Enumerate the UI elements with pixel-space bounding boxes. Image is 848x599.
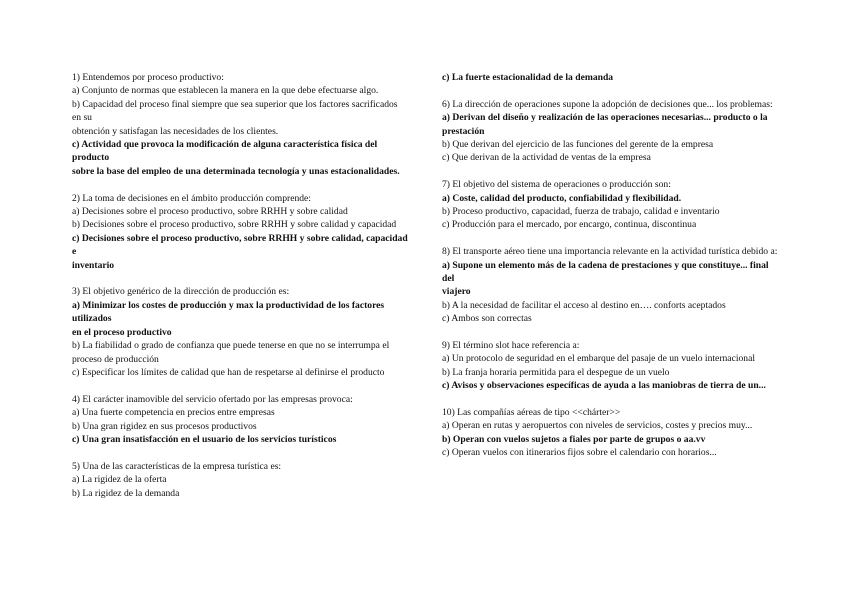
text-line: b) La rigidez de la demanda	[72, 487, 180, 499]
answer-correct-line: a) Derivan del diseño y realización de las operaciones necesarias... producto o la prestación	[442, 112, 768, 137]
question-block	[72, 71, 408, 178]
text-line: a) Un protocolo de seguridad en el embarque del pasaje de un vuelo internacional	[442, 353, 756, 365]
question-block	[442, 71, 778, 84]
answer-correct-line: inventario	[72, 259, 115, 271]
text-line: 10) Las compañías aéreas de tipo <<chárter>>	[442, 407, 621, 419]
question-block	[72, 285, 408, 379]
answer-correct-line: c) La fuerte estacionalidad de la demanda	[442, 72, 614, 83]
text-line: 1) Entendemos por proceso productivo:	[72, 72, 224, 83]
text-line: a) Una fuerte competencia en precios entre empresas	[72, 407, 275, 419]
text-line: 4) El carácter inamovible del servicio ofertado por las empresas provoca:	[72, 393, 353, 405]
answer-correct-line: a) Coste, calidad del producto, confiabilidad y flexibilidad.	[442, 192, 682, 204]
text-line: 3) El objetivo genérico de la dirección de producción es:	[72, 286, 290, 298]
question-block	[442, 406, 778, 460]
right-column	[442, 71, 778, 473]
text-line: 7) El objetivo del sistema de operaciones o producción son:	[442, 179, 671, 191]
answer-correct-line: sobre la base del empleo de una determinada tecnología y unas estacionalidades.	[72, 165, 400, 177]
answer-correct-line: a) Supone un elemento más de la cadena de prestaciones y que constituye... final del	[442, 259, 769, 285]
text-line: a) Decisiones sobre el proceso productivo, sobre RRHH y sobre calidad	[72, 206, 348, 218]
text-line: c) Ambos son correctas	[442, 313, 532, 325]
question-block	[442, 98, 778, 165]
answer-correct-line: viajero	[442, 286, 471, 298]
left-column	[72, 71, 408, 513]
text-line: b) Una gran rigidez en sus procesos productivos	[72, 420, 257, 432]
text-line: c) Operan vuelos con itinerarios fijos sobre el calendario con horarios...	[442, 447, 717, 459]
answer-correct-line: c) Una gran insatisfacción en el usuario de los servicios turísticos	[72, 433, 337, 445]
text-line: obtención y satisfagan las necesidades de los clientes.	[72, 125, 279, 137]
question-block	[442, 339, 778, 393]
text-line: b) A la necesidad de facilitar el acceso al destino en…. conforts aceptados	[442, 299, 726, 311]
question-block	[442, 178, 778, 232]
text-line: 6) La dirección de operaciones supone la adopción de decisiones que... los problemas:	[442, 98, 773, 110]
answer-correct-line: en el proceso productivo	[72, 326, 172, 338]
text-line: c) Producción para el mercado, por encargo, continua, discontinua	[442, 219, 697, 231]
text-line: b) Decisiones sobre el proceso productivo, sobre RRHH y sobre calidad y capacidad	[72, 219, 397, 231]
question-block	[72, 393, 408, 447]
answer-correct-line: a) Minimizar los costes de producción y max la productividad de los factores utilizados	[72, 299, 385, 325]
text-line: a) Operan en rutas y aeropuertos con niveles de servicios, costes y precios muy...	[442, 420, 753, 432]
text-line: 8) El transporte aéreo tiene una importancia relevante en la actividad turística debido a:	[442, 246, 778, 258]
text-line: 2) La toma de decisiones en el ámbito producción comprende:	[72, 192, 311, 204]
text-line: b) La fiabilidad o grado de confianza que puede tenerse en que no se interrumpa el proceso de producción	[72, 340, 390, 365]
text-line: 9) El término slot hace referencia a:	[442, 340, 580, 352]
text-line: b) Proceso productivo, capacidad, fuerza de trabajo, calidad e inventario	[442, 206, 720, 218]
answer-correct-line: c) Decisiones sobre el proceso productivo, sobre RRHH y sobre calidad, capacidad e	[72, 232, 408, 258]
text-line: c) Especificar los límites de calidad que han de respetarse al definirse el producto	[72, 366, 385, 378]
answer-correct-line: c) Avisos y observaciones específicas de ayuda a las maniobras de tierra de un...	[442, 380, 766, 392]
answer-correct-line: b) Operan con vuelos sujetos a fiales por parte de grupos o aa.vv	[442, 433, 706, 445]
answer-correct-line: c) Actividad que provoca la modificación de alguna característica física del producto	[72, 139, 378, 164]
text-line: c) Que derivan de la actividad de ventas de la empresa	[442, 152, 651, 164]
text-line: b) Capacidad del proceso final siempre que sea superior que los factores sacrificados en su	[72, 98, 398, 124]
question-block	[442, 245, 778, 325]
text-line: a) Conjunto de normas que establecen la manera en la que debe efectuarse algo.	[72, 85, 379, 97]
question-block	[72, 460, 408, 500]
text-line: b) Que derivan del ejercicio de las funciones del gerente de la empresa	[442, 139, 714, 151]
question-block	[72, 192, 408, 272]
text-line: a) La rigidez de la oferta	[72, 474, 167, 486]
text-line: b) La franja horaria permitida para el despegue de un vuelo	[442, 366, 670, 378]
text-line: 5) Una de las características de la empresa turística es:	[72, 460, 282, 472]
